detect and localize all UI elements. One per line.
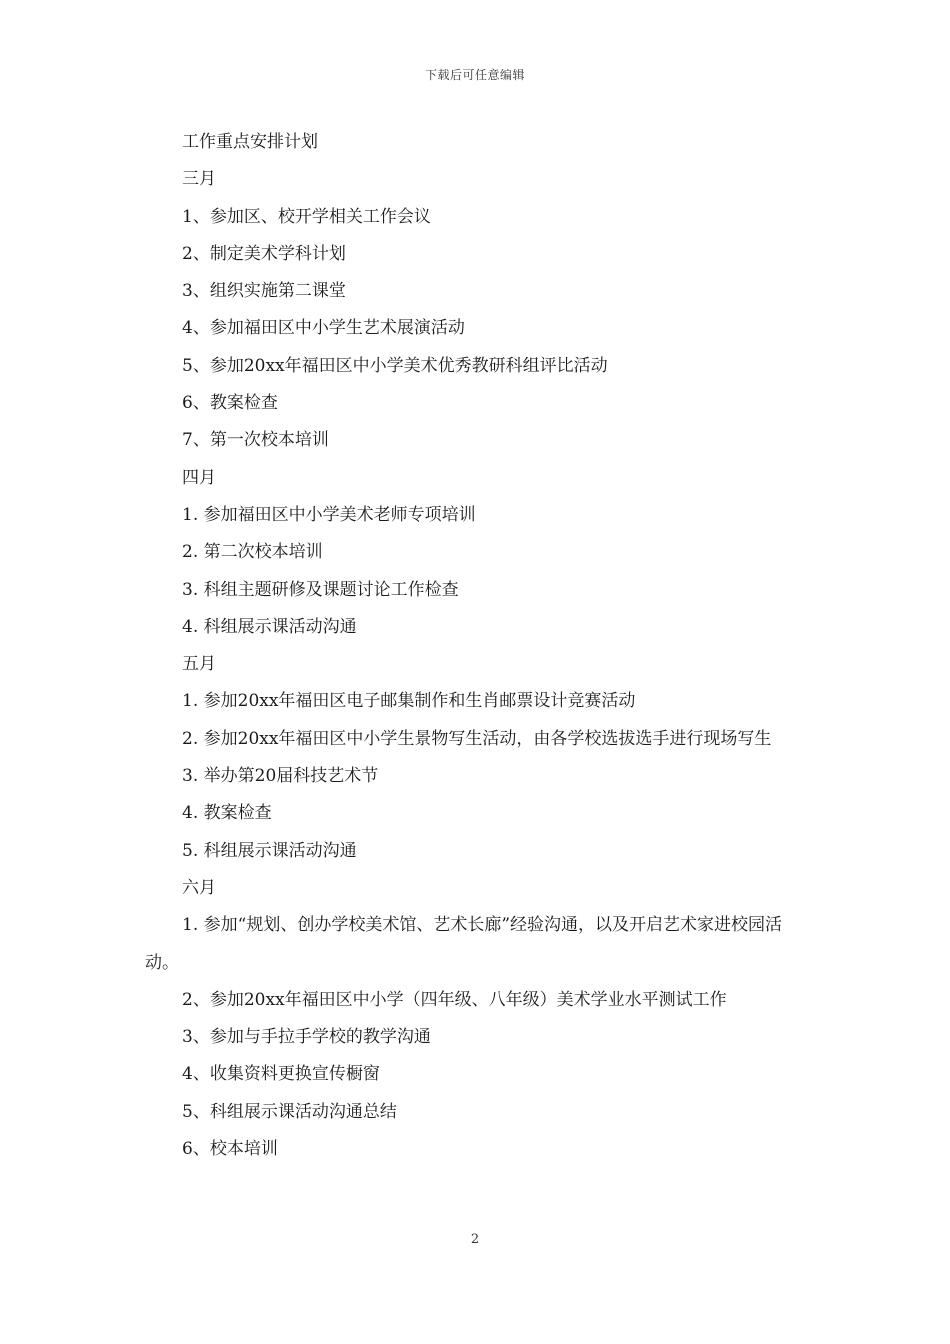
month-heading-may: 五月 xyxy=(182,654,216,675)
list-item: 2. 第二次校本培训 xyxy=(182,542,323,563)
list-item: 2、参加20xx年福田区中小学（四年级、八年级）美术学业水平测试工作 xyxy=(182,989,727,1010)
page-header: 下载后可任意编辑 xyxy=(424,68,525,82)
list-item: 1. 参加20xx年福田区电子邮集制作和生肖邮票设计竞赛活动 xyxy=(182,691,636,712)
list-item: 3、组织实施第二课堂 xyxy=(182,281,346,302)
list-item: 4. 教案检查 xyxy=(182,803,272,824)
month-heading-april: 四月 xyxy=(182,467,216,488)
list-item: 3、参加与手拉手学校的教学沟通 xyxy=(182,1027,431,1048)
list-item: 6、校本培训 xyxy=(182,1139,278,1160)
list-item: 4、收集资料更换宣传橱窗 xyxy=(182,1064,380,1085)
list-item: 1. 参加“规划、创办学校美术馆、艺术长廊”经验沟通，以及开启艺术家进校园活动。 xyxy=(145,915,783,973)
list-item: 3. 举办第20届科技艺术节 xyxy=(182,766,379,787)
month-heading-june: 六月 xyxy=(182,877,216,898)
list-item: 7、第一次校本培训 xyxy=(182,430,329,451)
list-item: 5、科组展示课活动沟通总结 xyxy=(182,1101,397,1122)
list-item: 3. 科组主题研修及课题讨论工作检查 xyxy=(182,579,459,600)
list-item: 6、教案检查 xyxy=(182,393,278,414)
list-item: 1. 参加福田区中小学美术老师专项培训 xyxy=(182,504,476,525)
list-item: 4. 科组展示课活动沟通 xyxy=(182,616,357,637)
document-body xyxy=(145,124,813,1168)
month-heading-march: 三月 xyxy=(182,169,216,190)
list-item: 1、参加区、校开学相关工作会议 xyxy=(182,206,431,227)
list-item: 5、参加20xx年福田区中小学美术优秀教研科组评比活动 xyxy=(182,355,608,376)
list-item: 2、制定美术学科计划 xyxy=(182,243,346,264)
list-item: 4、参加福田区中小学生艺术展演活动 xyxy=(182,318,465,339)
list-item: 2. 参加20xx年福田区中小学生景物写生活动，由各学校选拔选手进行现场写生 xyxy=(182,728,772,749)
section-title: 工作重点安排计划 xyxy=(182,132,318,152)
page-number: 2 xyxy=(470,1232,480,1247)
list-item: 5. 科组展示课活动沟通 xyxy=(182,840,357,861)
